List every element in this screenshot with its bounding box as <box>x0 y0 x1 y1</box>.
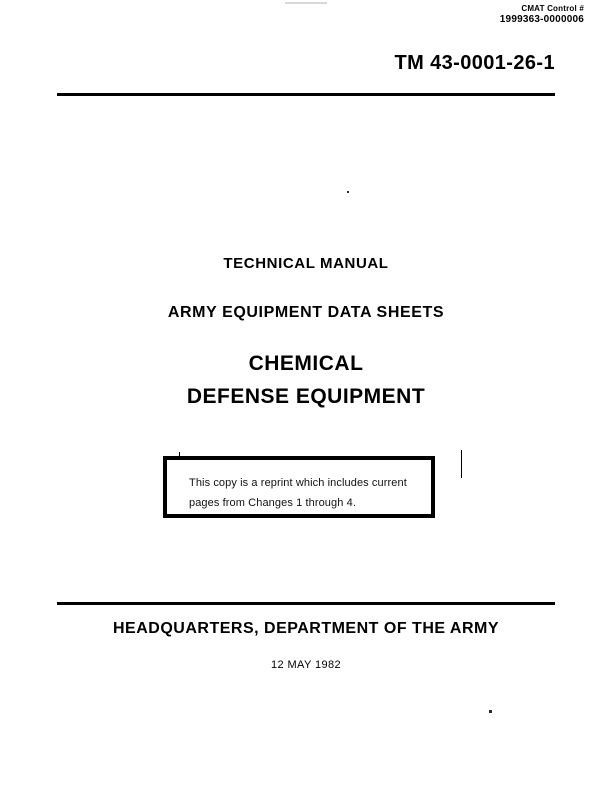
scan-speck-upper <box>347 191 349 193</box>
change-bar-right <box>461 450 462 478</box>
tm-number: TM 43-0001-26-1 <box>394 52 555 74</box>
subject-line-chemical: CHEMICAL <box>248 352 364 375</box>
cmat-control-label: CMAT Control # <box>521 4 584 13</box>
cmat-control-number: 1999363-0000006 <box>499 14 584 25</box>
footer-rule <box>57 602 555 605</box>
technical-manual-line: TECHNICAL MANUAL <box>223 255 389 272</box>
title-block <box>0 255 612 409</box>
army-equipment-data-sheets-line: ARMY EQUIPMENT DATA SHEETS <box>167 304 445 321</box>
reprint-notice-box <box>163 456 435 518</box>
publication-date: 12 MAY 1982 <box>270 659 342 671</box>
publisher-line: HEADQUARTERS, DEPARTMENT OF THE ARMY <box>113 620 499 637</box>
scan-artifact-top <box>285 2 327 4</box>
cmat-control-block <box>500 4 584 27</box>
header-rule <box>57 93 555 96</box>
reprint-notice-text: This copy is a reprint which includes current pages from Changes 1 through 4. <box>189 477 407 510</box>
subject-line-defense-equipment: DEFENSE EQUIPMENT <box>186 385 426 408</box>
scan-speck-lower <box>489 710 492 713</box>
